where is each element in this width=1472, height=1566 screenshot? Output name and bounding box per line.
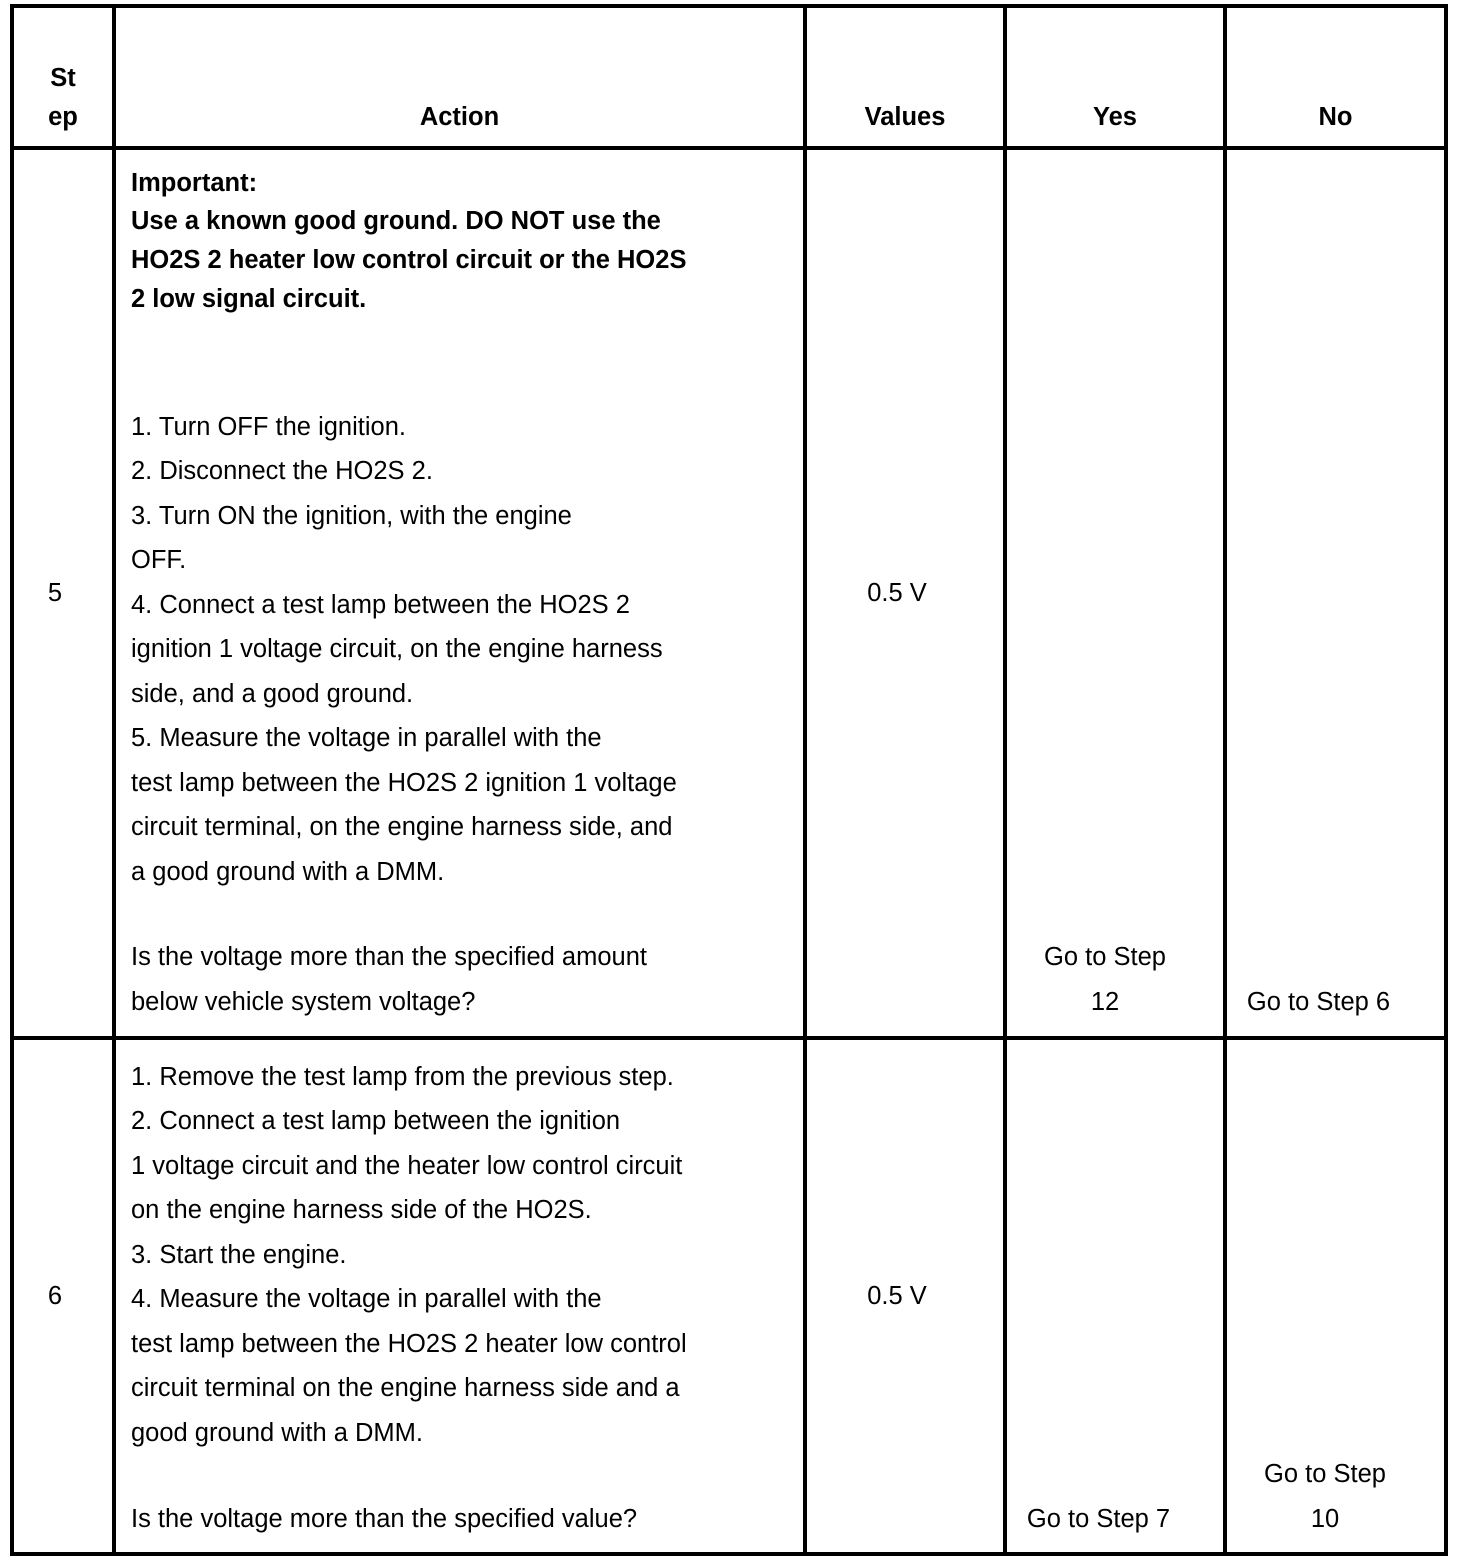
action-line: 1. Turn OFF the ignition.: [131, 413, 406, 441]
yes-outcome-line: Go to Step 7: [1026, 1505, 1171, 1533]
important-note-line: 2 low signal circuit.: [131, 285, 367, 313]
action-line: 1 voltage circuit and the heater low control circuit: [131, 1152, 683, 1180]
header-no: No: [1318, 103, 1353, 131]
important-label: Important:: [131, 169, 258, 197]
action-line: circuit terminal on the engine harness side and a: [131, 1374, 680, 1402]
yes-outcome-line: 12: [1090, 988, 1120, 1016]
table-border-bottom: [10, 1552, 1448, 1556]
action-line: good ground with a DMM.: [131, 1419, 423, 1447]
value-cell: 0.5 V: [867, 1282, 927, 1310]
table-border-top: [10, 4, 1448, 8]
action-line: 3. Start the engine.: [131, 1241, 347, 1269]
action-line: on the engine harness side of the HO2S.: [131, 1196, 592, 1224]
column-divider-values: [1003, 4, 1007, 1556]
action-line: 5. Measure the voltage in parallel with the: [131, 724, 602, 752]
column-divider-step: [112, 4, 116, 1556]
action-line: ignition 1 voltage circuit, on the engine harness: [131, 635, 663, 663]
yes-outcome-line: Go to Step: [1044, 943, 1166, 971]
table-border-right: [1444, 4, 1448, 1556]
step-number: 6: [47, 1282, 63, 1310]
table-border-left: [10, 4, 14, 1556]
header-action: Action: [419, 103, 500, 131]
important-note-line: HO2S 2 heater low control circuit or the HO2S: [131, 246, 687, 274]
important-note-line: Use a known good ground. DO NOT use the: [131, 207, 661, 235]
action-line: circuit terminal, on the engine harness side, and: [131, 813, 673, 841]
header-yes: Yes: [1093, 103, 1137, 131]
no-outcome-line: Go to Step 6: [1246, 988, 1391, 1016]
action-line: 4. Measure the voltage in parallel with the: [131, 1285, 602, 1313]
header-divider: [10, 146, 1448, 150]
action-line: a good ground with a DMM.: [131, 858, 445, 886]
question-line: Is the voltage more than the specified value?: [131, 1505, 638, 1533]
column-divider-action: [803, 4, 807, 1556]
row-divider: [10, 1036, 1448, 1040]
no-outcome-line: 10: [1310, 1505, 1340, 1533]
question-line: Is the voltage more than the specified amount: [131, 943, 647, 971]
action-line: 3. Turn ON the ignition, with the engine: [131, 502, 572, 530]
action-line: 2. Disconnect the HO2S 2.: [131, 457, 433, 485]
action-line: side, and a good ground.: [131, 680, 414, 708]
action-line: 1. Remove the test lamp from the previous step.: [131, 1063, 674, 1091]
question-line: below vehicle system voltage?: [131, 988, 476, 1016]
action-line: 2. Connect a test lamp between the ignition: [131, 1107, 621, 1135]
action-line: 4. Connect a test lamp between the HO2S 2: [131, 591, 630, 619]
no-outcome-line: Go to Step: [1264, 1460, 1386, 1488]
value-cell: 0.5 V: [867, 579, 927, 607]
action-line: OFF.: [131, 546, 187, 574]
step-number: 5: [47, 579, 63, 607]
column-divider-yes: [1223, 4, 1227, 1556]
action-line: test lamp between the HO2S 2 ignition 1 voltage: [131, 769, 677, 797]
action-line: test lamp between the HO2S 2 heater low control: [131, 1330, 687, 1358]
header-step-line1: St: [50, 64, 76, 92]
header-step-line2: ep: [48, 103, 78, 131]
header-values: Values: [864, 103, 946, 131]
